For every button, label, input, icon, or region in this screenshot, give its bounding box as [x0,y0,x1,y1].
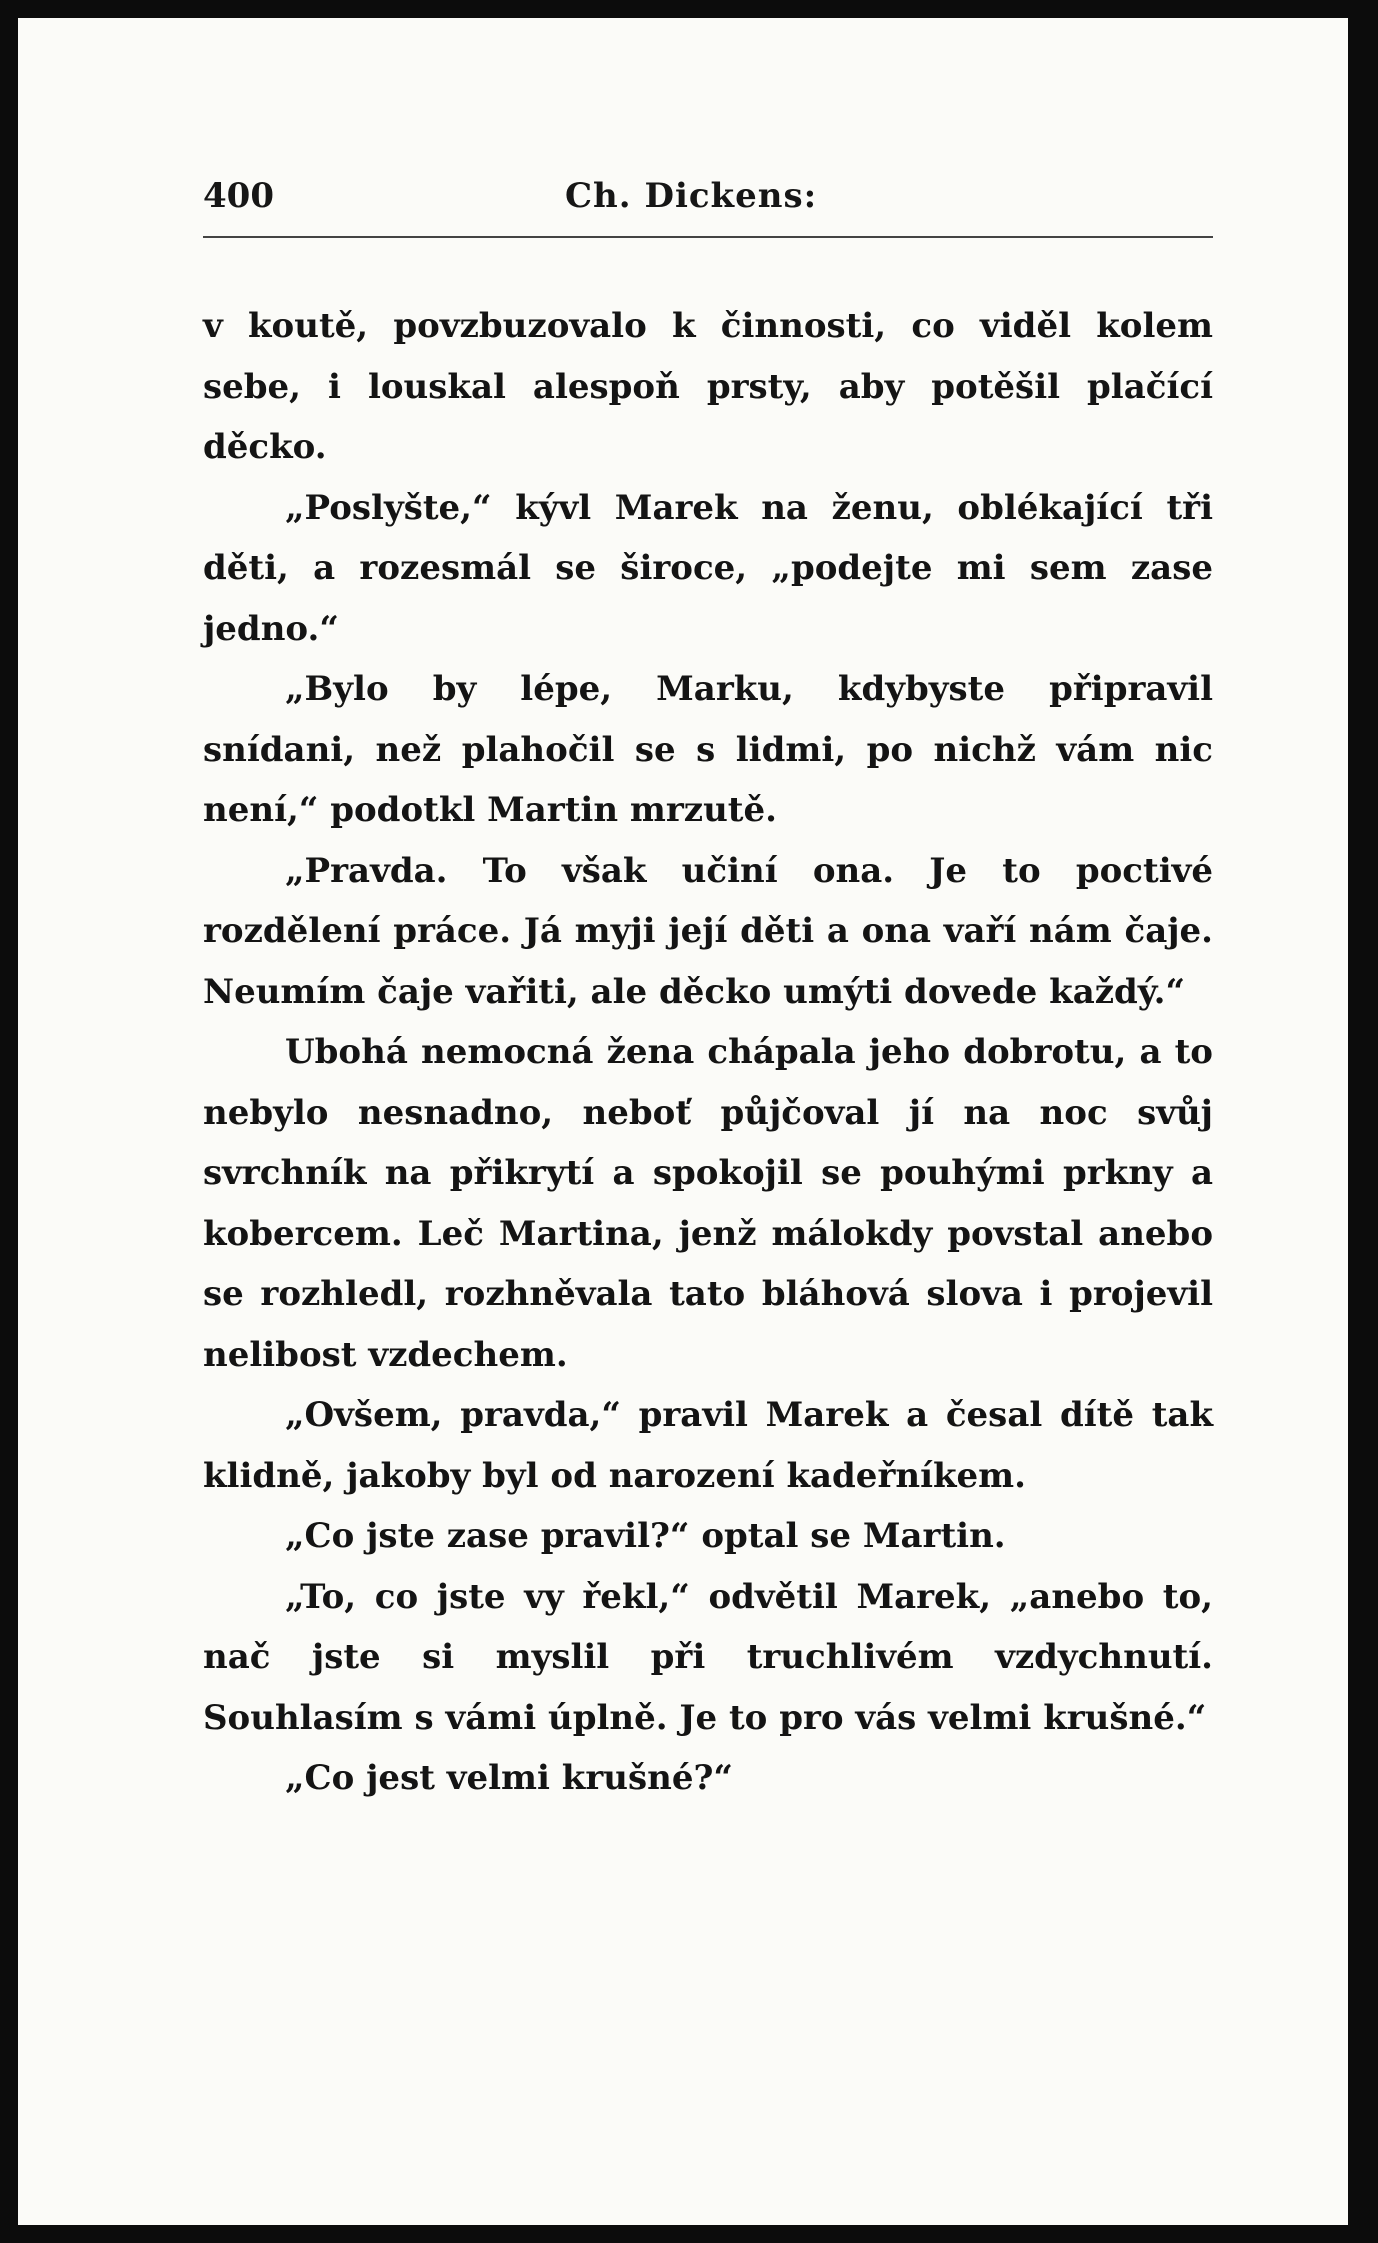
page-number: 400 [203,176,274,216]
paragraph: „Bylo by lépe, Marku, kdybyste připravil snídani, než plahočil se s lidmi, po nichž vám nic není,“ podotkl Martin mrzutě. [203,669,1213,830]
paragraph: v koutě, povzbuzovalo k činnosti, co viděl kolem sebe, i louskal alespoň prsty, aby potěšil plačící děcko. [203,306,1213,467]
paragraph: „Pravda. To však učiní ona. Je to poctivé rozdělení práce. Já myji její děti a ona vaří nám čaje. Neumím čaje vařiti, ale děcko umýti dovede každý.“ [203,850,1213,1012]
paragraph: „Ovšem, pravda,“ pravil Marek a česal dítě tak klidně, jakoby byl od narození kadeřníkem. [203,1395,1213,1496]
paragraph: „To, co jste vy řekl,“ odvětil Marek, „anebo to, nač jste si myslil při truchlivém vzdychnutí. Souhlasím s vámi úplně. Je to pro vás velmi krušné.“ [203,1576,1213,1738]
paragraph: „Poslyšte,“ kývl Marek na ženu, oblékající tři děti, a rozesmál se široce, „podejte mi sem zase jedno.“ [203,487,1213,649]
paragraph: „Co jste zase pravil?“ optal se Martin. [285,1516,1006,1556]
running-head [203,176,1213,220]
header-rule [203,236,1213,238]
paragraph: Ubohá nemocná žena chápala jeho dobrotu, a to nebylo nesnadno, neboť půjčoval jí na noc svůj svrchník na přikrytí a spokojil se pouhými prkny a kobercem. Leč Martina, jenž málokdy povstal anebo se rozhledl, rozhněvala tato bláhová slova i projevil nelibost vzdechem. [203,1032,1213,1375]
running-head-author: Ch. Dickens: [565,176,818,216]
book-page [18,18,1348,2225]
body-text [203,296,1213,1809]
paragraph: „Co jest velmi krušné?“ [285,1758,733,1798]
